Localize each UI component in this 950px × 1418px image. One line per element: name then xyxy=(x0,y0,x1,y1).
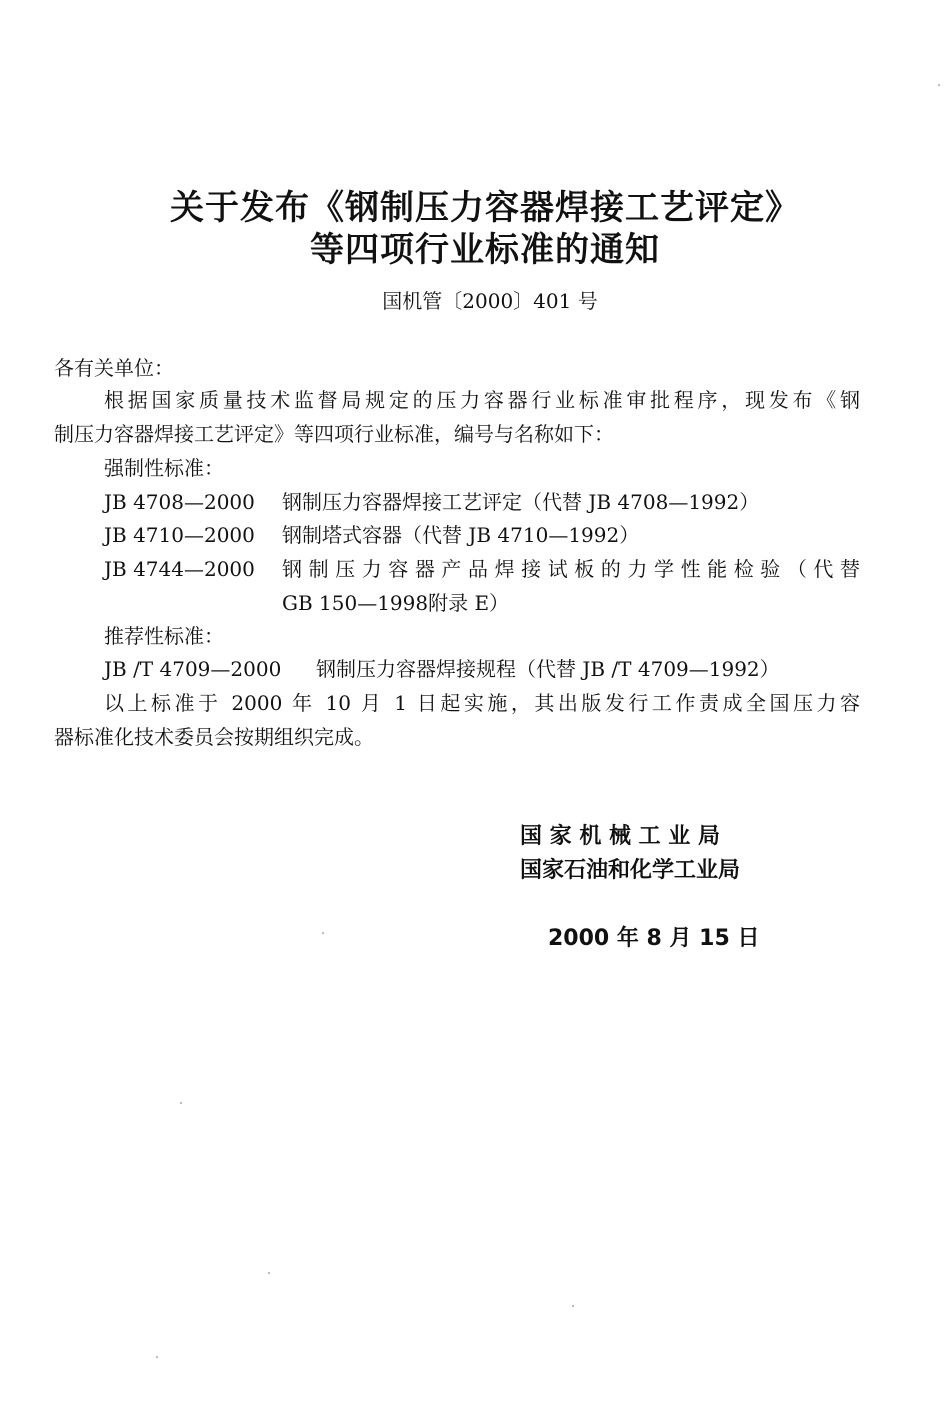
scan-speck xyxy=(180,1102,182,1104)
salutation: 各有关单位： xyxy=(54,356,174,380)
scan-speck xyxy=(572,1305,574,1307)
intro-line-1: 根据国家质量技术监督局规定的压力容器行业标准审批程序，现发布《钢 xyxy=(104,388,860,412)
closing-line-1: 以上标准于 2000 年 10 月 1 日起实施，其出版发行工作责成全国压力容 xyxy=(104,691,860,715)
signature-org-2: 国家石油和化学工业局 xyxy=(520,858,741,883)
signature-date: 2000 年 8 月 15 日 xyxy=(548,926,760,951)
scan-speck xyxy=(322,932,324,934)
title-line-2: 等四项行业标准的通知 xyxy=(310,230,660,270)
document-number: 国机管〔2000〕401 号 xyxy=(382,289,598,313)
mandatory-name-2: 钢制塔式容器（代替 JB 4710—1992） xyxy=(282,523,640,547)
mandatory-name-3-continued: GB 150—1998附录 E） xyxy=(282,591,510,615)
recommended-name-1: 钢制压力容器焊接规程（代替 JB /T 4709—1992） xyxy=(316,657,780,681)
scan-speck xyxy=(938,84,940,86)
mandatory-name-3: 钢制压力容器产品焊接试板的力学性能检验（代替 xyxy=(282,557,860,581)
mandatory-code-2: JB 4710—2000 xyxy=(104,523,255,547)
mandatory-heading: 强制性标准： xyxy=(104,456,224,480)
title-line-1: 关于发布《钢制压力容器焊接工艺评定》 xyxy=(170,188,800,228)
closing-line-2: 器标准化技术委员会按期组织完成。 xyxy=(54,725,374,749)
mandatory-name-1: 钢制压力容器焊接工艺评定（代替 JB 4708—1992） xyxy=(282,490,760,514)
scan-speck xyxy=(268,1272,270,1274)
mandatory-code-1: JB 4708—2000 xyxy=(104,490,255,514)
signature-org-1: 国 家 机 械 工 业 局 xyxy=(520,824,720,849)
scan-speck xyxy=(156,1356,158,1358)
recommended-heading: 推荐性标准： xyxy=(104,624,224,648)
mandatory-code-3: JB 4744—2000 xyxy=(104,557,255,581)
intro-line-2: 制压力容器焊接工艺评定》等四项行业标准，编号与名称如下： xyxy=(54,422,614,446)
recommended-code-1: JB /T 4709—2000 xyxy=(104,657,282,681)
